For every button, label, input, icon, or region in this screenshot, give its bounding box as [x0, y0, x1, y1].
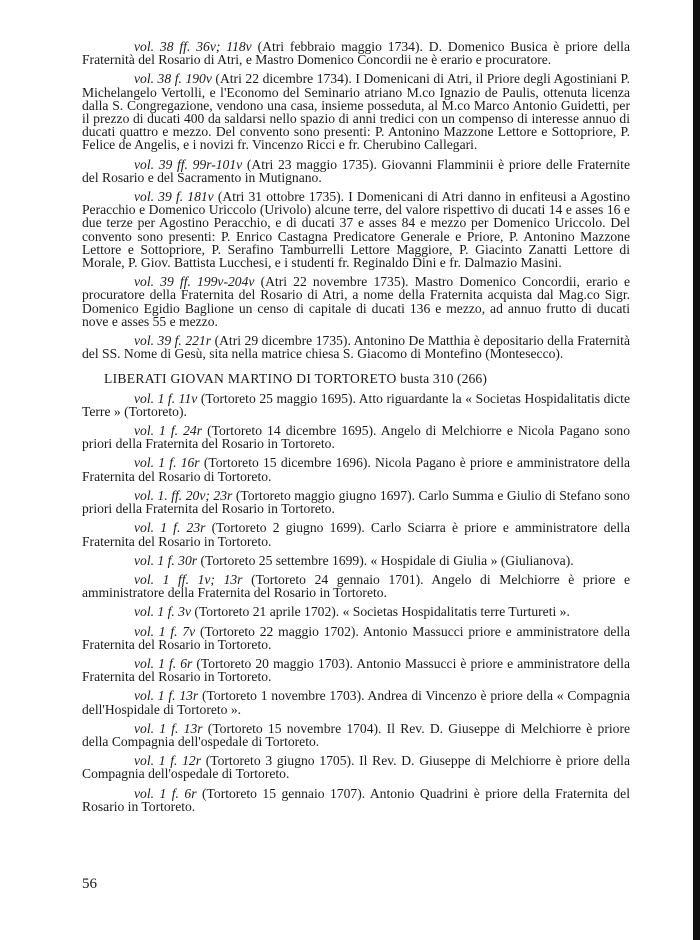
archive-entry [82, 689, 630, 715]
archive-entry [82, 657, 630, 683]
entry-text: (Tortoreto 2 giugno 1699). Carlo Sciarra è priore e amministratore della Fraternita del Rosario in Tortoreto. [82, 520, 630, 549]
archive-entry [82, 456, 630, 482]
page-binding-edge [693, 0, 700, 940]
entry-reference: vol. 39 ff. 199v-204v [134, 274, 255, 290]
entry-reference: vol. 1 f. 12r [134, 753, 201, 769]
entry-text: (Atri 22 novembre 1735). Mastro Domenico Concordii, erario e procuratore della Fraternita del Rosario di Atri, a nome della Fraternita acquista dal Mag.co Sigr. Domenico Egidio Baglione un censo di capitale di ducati 136 e mezzo, ad annuo frutto di ducati nove e asses 55 e mezzo. [82, 274, 631, 329]
archive-entry [82, 521, 630, 547]
entry-text: (Tortoreto 15 dicembre 1696). Nicola Pagano è priore e amministratore della Fraternita del Rosario di Tortoreto. [82, 455, 631, 484]
entry-reference: vol. 39 f. 181v [134, 189, 214, 205]
entry-reference: vol. 1 f. 11v [134, 390, 198, 406]
archive-entry [82, 625, 630, 651]
entry-reference: vol. 39 ff. 99r-101v [134, 156, 243, 172]
entry-text: (Atri 29 dicembre 1735). Antonino De Matthia è depositario della Fraternità del SS. Nome di Gesù, sita nella matrice chiesa S. Giacomo di Montefino (Montesecco). [82, 333, 630, 362]
archive-entry [82, 573, 630, 599]
entry-reference: vol. 39 f. 221r [134, 333, 212, 349]
entry-text: (Tortoreto 25 maggio 1695). Atto riguardante la « Societas Hospidalitatis dicte Terre » (Tortoreto). [82, 390, 630, 419]
entry-reference: vol. 1 f. 7v [134, 623, 196, 639]
archive-entry [82, 392, 630, 418]
entry-text: (Atri 22 dicembre 1734). I Domenicani di Atri, il Priore degli Agostiniani P. Michelangelo Vertolli, e l'Economo del Seminario atriano M.co Ignazio de Paulis, ottenuta licenza dalla S. Congregazione, vendono una casa, insieme posseduta, al M.co Marco Antonio Guidetti, per il prezzo di ducati 400 da saldarsi nello spazio di anni tredici con un compenso di interesse annuo di ducati quattro e mezzo. Del convento sono presenti: P. Antonino Mazzone Lettore e Sottopriore, P. Felice de Angelis, e i novizi fr. Vincenzo Ricci e fr. Cherubino Callegari. [82, 71, 630, 153]
archive-entry [82, 190, 630, 269]
section-heading [82, 372, 630, 385]
archive-entry [82, 754, 630, 780]
entry-reference: vol. 1 ff. 1v; 13r [134, 571, 243, 587]
entry-reference: vol. 1 f. 16r [134, 455, 200, 471]
page-number: 56 [82, 876, 97, 892]
entry-text: (Tortoreto 20 maggio 1703). Antonio Massucci è priore e amministratore della Fraternita del Rosario in Tortoreto. [82, 655, 630, 685]
archive-entry [82, 787, 630, 813]
entry-text: (Tortoreto 15 novembre 1704). Il Rev. D. Giuseppe di Melchiorre è priore della Compagnia dell'ospedale di Tortoreto. [82, 720, 631, 749]
entry-text: (Tortoreto 14 dicembre 1695). Angelo di Melchiorre e Nicola Pagano sono priori della Fraternita del Rosario in Tortoreto. [82, 423, 630, 452]
entry-text: (Tortoreto 15 gennaio 1707). Antonio Quadrini è priore della Fraternita del Rosario in Tortoreto. [82, 785, 630, 814]
entry-reference: vol. 38 f. 190v [134, 71, 212, 87]
archive-entry [82, 424, 630, 450]
archive-entry [82, 722, 630, 748]
entry-text: (Tortoreto 21 aprile 1702). « Societas Hospidalitatis terre Turtureti ». [191, 604, 570, 620]
archive-entry [82, 334, 630, 360]
entry-reference: vol. 1 f. 3v [134, 604, 192, 620]
entry-text: (Atri 23 maggio 1735). Giovanni Flamminii è priore delle Fraternite del Rosario e del Sacramento in Mutignano. [82, 156, 630, 185]
archive-entry [82, 489, 630, 515]
archive-entry [82, 72, 630, 151]
entry-text: (Tortoreto 1 novembre 1703). Andrea di Vincenzo è priore della « Compagnia dell'Hospidale di Tortoreto ». [82, 688, 631, 717]
entry-text: (Tortoreto 22 maggio 1702). Antonio Massucci priore e amministratore della Fraternita del Rosario in Tortoreto. [82, 623, 630, 652]
entry-text: (Atri febbraio maggio 1734). D. Domenico Busica è priore della Fraternità del Rosario di Atri, e Mastro Domenico Concordii ne è erario e procuratore. [82, 39, 630, 68]
section-heading-name: LIBERATI GIOVAN MARTINO DI TORTORETO [104, 371, 397, 387]
page-body [82, 40, 630, 819]
entry-text: (Tortoreto 25 settembre 1699). « Hospidale di Giulia » (Giulianova). [197, 552, 574, 568]
entry-reference: vol. 1 f. 30r [134, 552, 198, 568]
entry-reference: vol. 38 ff. 36v; 118v [134, 39, 252, 54]
section-heading-busta: busta 310 (266) [400, 371, 487, 387]
entry-reference: vol. 1 f. 6r [134, 655, 193, 671]
archive-entry [82, 605, 630, 618]
entry-reference: vol. 1. ff. 20v; 23r [134, 487, 233, 503]
entry-text: (Tortoreto 24 gennaio 1701). Angelo di Melchiorre è priore e amministratore della Fraternita del Rosario in Tortoreto. [82, 571, 630, 601]
entries-atri [82, 40, 630, 360]
archive-entry [82, 275, 630, 328]
archive-entry [82, 158, 630, 184]
archive-entry [82, 40, 630, 66]
entry-reference: vol. 1 f. 23r [134, 520, 206, 536]
entry-reference: vol. 1 f. 6r [134, 785, 197, 801]
entries-tortoreto [82, 392, 630, 813]
entry-text: (Atri 31 ottobre 1735). I Domenicani di Atri danno in enfiteusi a Agostino Peracchio e Domenico Uriccolo (Urivolo) alcune terre, del valore rispettivo di ducati 14 e asses 16 e due terze per Agostino Peracchio, e di ducati 37 e asses 84 e mezzo per Domenico Uriccolo. Del convento sono presenti: P. Enrico Castagna Predicatore Generale e Priore, P. Antonino Mazzone Lettore e Sottopriore, P. Serafino Tamburrelli Lettore Maggiore, P. Giacinto Zanatti Lettore di Morale, P. Giov. Battista Lucchesi, e i studenti fr. Reginaldo Dini e fr. Dalmazio Masini. [82, 189, 630, 271]
entry-text: (Tortoreto 3 giugno 1705). Il Rev. D. Giuseppe di Melchiorre è priore della Compagnia dell'ospedale di Tortoreto. [82, 753, 630, 782]
archive-entry [82, 554, 630, 567]
entry-reference: vol. 1 f. 13r [134, 688, 199, 704]
entry-reference: vol. 1 f. 13r [134, 720, 203, 736]
entry-reference: vol. 1 f. 24r [134, 423, 203, 439]
entry-text: (Tortoreto maggio giugno 1697). Carlo Summa e Giulio di Stefano sono priori della Fraternita del Rosario in Tortoreto. [82, 487, 630, 517]
